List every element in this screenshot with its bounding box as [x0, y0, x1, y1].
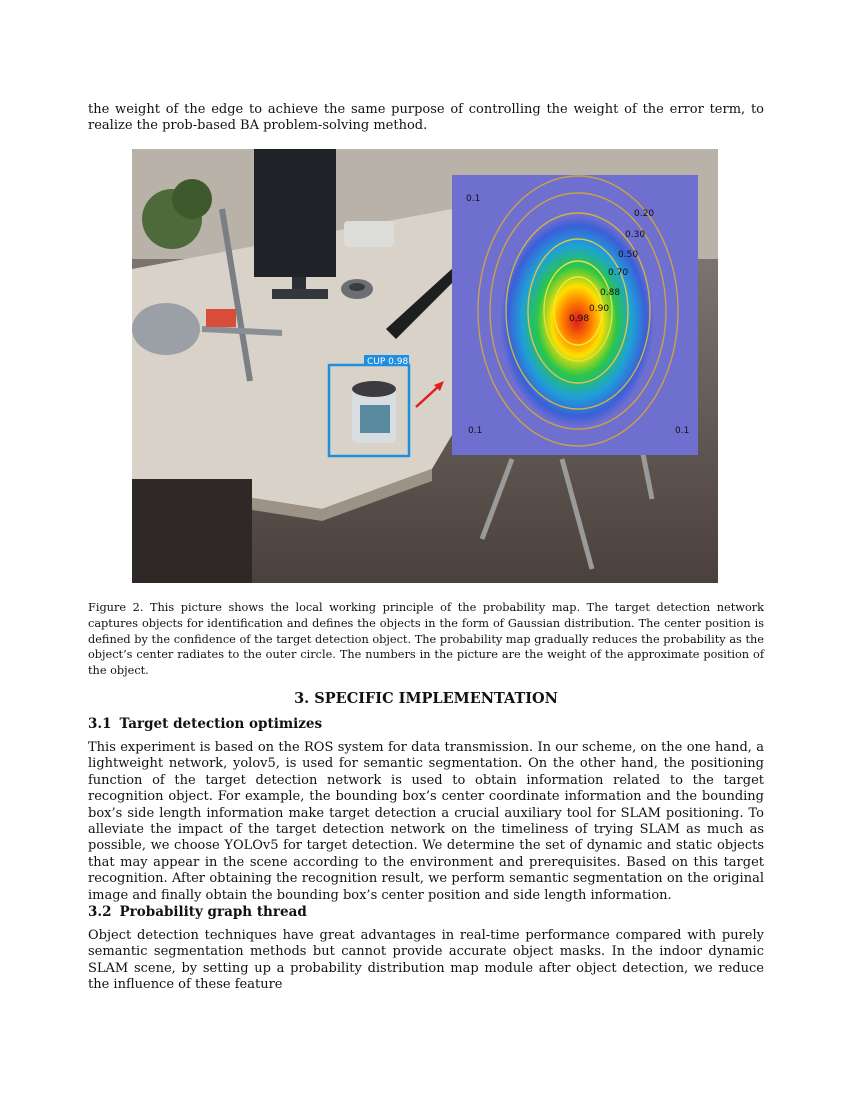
contour-label-0-30: 0.30 [625, 230, 646, 240]
contour-label-0-1-top: 0.1 [466, 194, 481, 204]
red-object [206, 309, 236, 327]
tape-roll-hole [349, 283, 365, 291]
figure-caption: Figure 2. This picture shows the local working principle of the probability map. The target detection network captures objects for identification and defines the objects in the form of Gaussian distribution. The center position is defined by the confidence of the target detection object. The probability map gradually reduces the probability as the object’s center radiates to the outer circle. The numbers in the picture are the weight of the approximate position of the object. [88, 601, 764, 678]
lamp [132, 303, 200, 355]
subsection-paragraph: This experiment is based on the ROS system for data transmission. In our scheme, on the one hand, a lightweight network, yolov5, is used for semantic segmentation. On the other hand, the positioning function of the target detection network is used to obtain information related to the target recognition object. For example, the bounding box’s center coordinate information and the bounding box’s side length information make target detection a crucial auxiliary tool for SLAM positioning. To alleviate the impact of the target detection network on the timeliness of trying SLAM as much as possible, we choose YOLOv5 for target detection. We determine the set of dynamic and static objects that may appear in the scene according to the environment and prerequisites. Based on this target recognition. After obtaining the recognition result, we perform semantic segmentation on the original image and finally obtain the bounding box’s center position and side length information. [88, 740, 764, 903]
contour-label-0-90: 0.90 [589, 304, 610, 314]
cup-rim [352, 381, 396, 397]
subsection-paragraph: Object detection techniques have great advantages in real-time performance compared with purely semantic segmentation methods but cannot provide accurate object masks. In the indoor dynamic SLAM scene, by setting up a probability distribution map module after object detection, we reduce the influence of these feature [88, 928, 764, 993]
subsection-title [88, 716, 322, 732]
contour-label-0-88: 0.88 [600, 288, 621, 298]
section-title [88, 690, 764, 707]
subsection-heading: Probability graph thread [119, 904, 307, 920]
phone [344, 221, 394, 247]
section-heading: SPECIFIC IMPLEMENTATION [314, 690, 558, 707]
cup-print [360, 405, 390, 433]
dark-area-left [132, 479, 252, 583]
detection-label: CUP 0.98 [367, 357, 409, 367]
figure-probability-map [132, 149, 718, 583]
subsection-number: 3.1 [88, 716, 112, 732]
lamp-arm [202, 329, 282, 333]
plant-leaves [172, 179, 212, 219]
contour-label-0-20: 0.20 [634, 209, 655, 219]
contour-label-0-98: 0.98 [569, 314, 590, 324]
contour-label-0-70: 0.70 [608, 268, 629, 278]
subsection-number: 3.2 [88, 904, 112, 920]
monitor-base [272, 289, 328, 299]
contour-label-0-50: 0.50 [618, 250, 639, 260]
monitor [254, 149, 336, 277]
section-number: 3. [294, 690, 310, 707]
contour-label-0-1-bottom-right: 0.1 [675, 426, 690, 436]
contour-label-0-1-bottom-left: 0.1 [468, 426, 483, 436]
subsection-heading: Target detection optimizes [119, 716, 323, 732]
intro-paragraph: the weight of the edge to achieve the same purpose of controlling the weight of the error term, to realize the prob-based BA problem-solving method. [88, 102, 764, 134]
subsection-title [88, 904, 307, 920]
